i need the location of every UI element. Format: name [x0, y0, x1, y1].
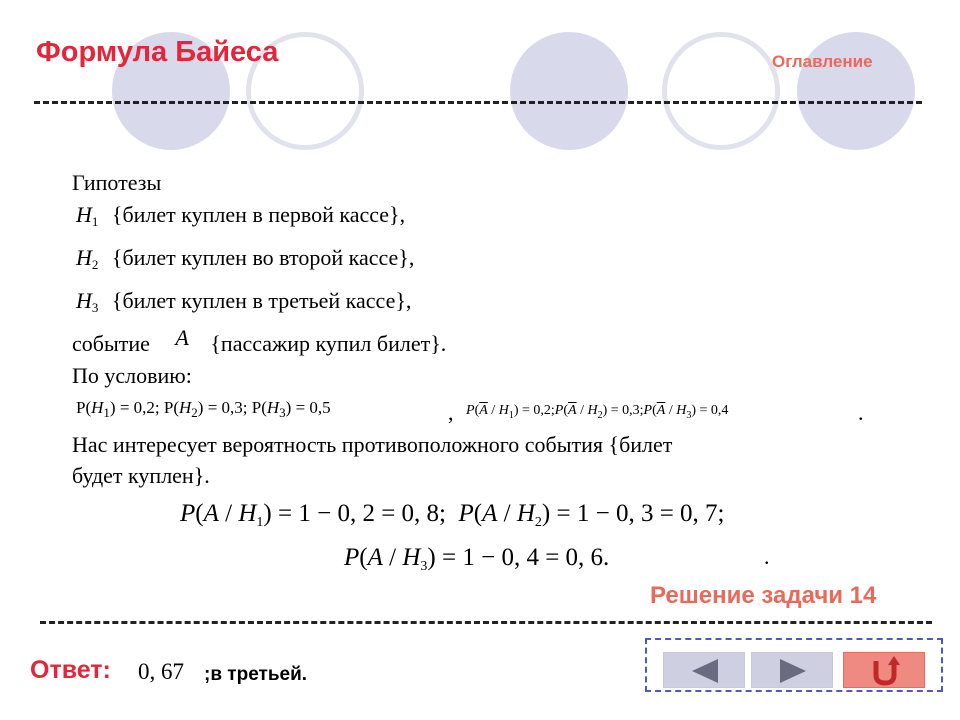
hypothesis-1-text: {билет куплен в первой кассе}, — [111, 202, 406, 227]
decor-circle-5 — [797, 32, 915, 150]
event-label: событие — [72, 331, 150, 356]
condition-label: По условию: — [72, 363, 192, 388]
hypothesis-3-symbol: H — [76, 288, 92, 313]
decor-circle-3 — [510, 32, 628, 150]
hypothesis-3-text: {билет куплен в третьей кассе}, — [111, 288, 412, 313]
conditional-2-value: 0,3 — [622, 403, 640, 418]
back-button[interactable] — [663, 652, 745, 688]
hypothesis-1-index: 1 — [91, 214, 99, 229]
return-icon — [844, 653, 926, 689]
hypothesis-2-text: {билет куплен во второй кассе}, — [111, 245, 415, 270]
bottom-divider — [40, 621, 932, 624]
prior-3-value: 0,5 — [309, 398, 331, 417]
conditional-3-value: 0,4 — [710, 403, 729, 418]
priors-comma: , — [448, 400, 454, 425]
trailing-dot: . — [764, 544, 770, 569]
hypothesis-3 — [76, 290, 411, 314]
conditionals-formula: $P(\overline{A} / H_1)$ = $0,2;P(\overline{A} / H_2)$ = $0,3;P(\overline{A} / H_3) = 0,4$ — [466, 403, 729, 421]
page-title: Формула Байеса — [36, 36, 279, 68]
hypothesis-2-index: 2 — [91, 257, 99, 272]
complement-2-expr: 1 − 0, 3 = 0, 7; — [576, 500, 725, 527]
hypothesis-1-symbol: H — [76, 202, 92, 227]
answer-note: ;в третьей. — [204, 664, 308, 685]
answer-label: Ответ: — [30, 656, 111, 684]
toc-link[interactable]: Оглавление — [772, 52, 873, 71]
hypothesis-3-index: 3 — [91, 300, 99, 315]
nav-panel — [645, 638, 943, 692]
top-divider — [34, 101, 922, 104]
interest-line-1: Нас интересует вероятность противоположного события {билет — [72, 432, 673, 457]
answer-value: 0, 67 — [138, 659, 184, 684]
hypothesis-1 — [76, 204, 405, 228]
forward-arrow-icon — [752, 653, 834, 689]
return-button[interactable] — [843, 652, 925, 688]
complement-formulas-row-2: $P(A / H_3) = 1 - 0$, 4 = 0, 6. — [344, 544, 610, 574]
prior-2-value: 0,3 — [221, 398, 243, 417]
priors-formula: $P(H_1) = 0,2$; $P(H_2) = 0,3$; $P(H_3) = 0,5$ — [76, 398, 331, 420]
hypothesis-2-symbol: H — [76, 245, 92, 270]
solution-label: Решение задачи 14 — [650, 582, 877, 609]
event-line — [72, 325, 447, 356]
complement-formulas-row-1: $P(A / H_1) = 1 - 0$, 2 = 0, 8; $P(A / H_2) = 1 - 0$, 3 = 0, 7; — [180, 500, 725, 530]
complement-3-expr: 1 − 0, 4 = 0, 6. — [462, 544, 610, 571]
event-symbol: A — [175, 325, 189, 350]
interest-line-2: будет куплен}. — [72, 463, 210, 488]
conditionals-period: . — [858, 400, 864, 425]
hypotheses-label: Гипотезы — [72, 170, 162, 195]
conditional-1-value: 0,2 — [533, 403, 551, 418]
complement-1-expr: 1 − 0, 2 = 0, 8; — [298, 500, 446, 527]
back-arrow-icon — [664, 653, 746, 689]
event-text: {пассажир купил билет}. — [210, 331, 447, 356]
forward-button[interactable] — [751, 652, 833, 688]
prior-1-value: 0,2 — [133, 398, 155, 417]
decor-circle-4 — [662, 32, 780, 150]
hypothesis-2 — [76, 247, 414, 271]
